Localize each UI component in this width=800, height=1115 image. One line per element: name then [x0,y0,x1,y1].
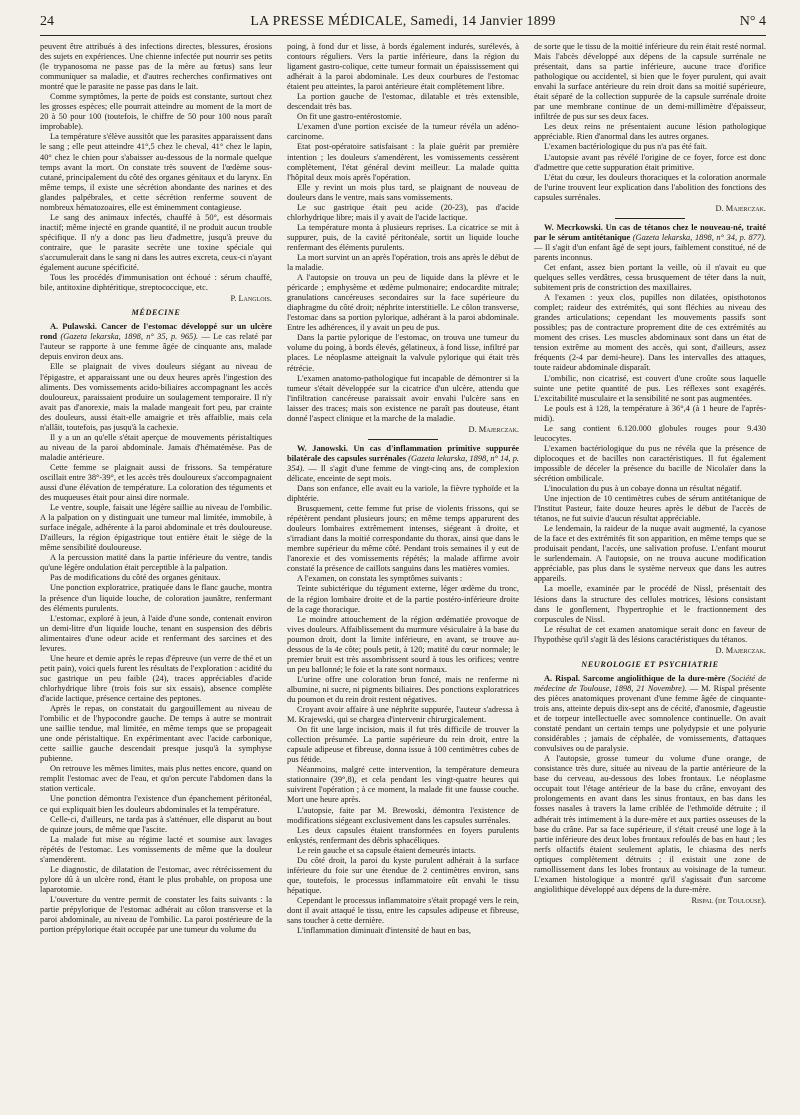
paragraph: Tous les procédés d'immunisation ont échoué : sérum chauffé, bile, antitoxine diphtéritique, streptococcique, etc. [40,273,272,293]
article-title: Un cas de tétanos chez le nouveau-né, traité par le sérum antitétanique [534,222,766,242]
section-heading: NEUROLOGIE ET PSYCHIATRIE [581,659,719,669]
article-intro: — Le cas relaté par l'auteur se rapporte à une femme âgée de cinquante ans, malade depuis environ deux ans. [40,332,272,362]
article-separator [615,218,685,219]
paragraph: La portion gauche de l'estomac, dilatable et très extensible, descendait très bas. [287,92,519,112]
paragraph: La malade fut mise au régime lacté et soumise aux lavages répétés de l'estomac. Les vomissements de même que la douleur s'amendèrent. [40,834,272,864]
paragraph: On retrouve les mêmes limites, mais plus nettes encore, quand on remplit l'estomac avec de l'eau, et qu'on percute l'abdomen dans la station verticale. [40,764,272,794]
paragraph: peuvent être attribués à des infections directes, blessures, érosions des sujets en expériences. Une chienne infectée put nourrir ses petits (le trypanosoma ne passe pas de la mère au fœtus) sans leur communiquer sa maladie, et d'autres recherches confirmatives ont montré que le parasite ne passe pas dans le lait. [40,42,272,92]
article-reference: (Société de médecine de Toulouse, 1898, 21 Novembre). [534,673,766,693]
paragraph: A l'autopsie, grosse tumeur du volume d'une orange, de consistance très dure, située au niveau de la partie antérieure de la base du cerveau, au-dessous des lobes frontaux. Le néoplasme occupait tout l'étage antérieur de la base du crâne, envoyant des prolongements en avant dans les sinus frontaux, en bas dans les fosses nasales à travers la lame criblée de l'ethmoïde détruite ; il adhérait très intimement à la dure-mère et aux parties osseuses de la base du crâne. Par sa face supérieure, il s'était creusé une loge à la partie inférieure des deux lobes frontaux refoulés de bas en haut ; les nerfs olfactifs étaient seulement aplatis, le chiasma des nerfs optiques complètement détruits ; il existait une zone de ramollissement dans les lobes frontaux au voisinage de la tumeur. L'examen histologique a montré qu'il s'agissait d'un sarcome angiolithique développé aux dépens de la dure-mère. [534,754,766,894]
article-reference: (Gazeta lekarska, 1898, n° 35, p. 965). [60,332,199,342]
paragraph: On fit une gastro-entérostomie. [297,112,402,122]
paragraph: Les deux capsules étaient transformées en foyers purulents enkystés, renfermant des débris sphacéliques. [287,825,519,845]
article-lead [534,223,766,263]
paragraph: Le sang des animaux infectés, chauffé à 50°, est désormais inactif; même injecté en grande quantité, il ne produit aucun trouble spécifique. Il n'y a donc pas lieu d'admettre, jusqu'à preuve du contraire, que le parasite secrète une toxine spéciale qui s'accumulerait dans le sang ni dans les autres excreta, ceux-ci n'ayant également aucune spécificité. [40,212,272,273]
header-rule [40,35,766,36]
paragraph: Elle se plaignait de vives douleurs siégant au niveau de l'épigastre, et apparaissant une ou deux heures après l'ingestion des aliments. Des vomissements acido-biliaires accompagnant les accès douloureux, paraissaient produire un soulagement temporaire. Il n'y avait pas d'anorexie, mais la malade mangeait fort peu, par crainte des douleurs, aussi était-elle amaigrie et très affaiblie, mais cela n'allâit, toutefois, pas jusqu'à la cachexie. [40,362,272,432]
article-title: Cancer de l'estomac développé sur un ulcère rond [40,322,272,342]
page-number: 24 [40,14,54,29]
signature: D. Majerczak. [715,203,766,213]
paragraph: L'état du cœur, les douleurs thoraciques et la coloration anormale de l'urine trouvent leur explication dans l'abolition des fonctions des capsules surrénales. [534,172,766,202]
signature: P. Langlois. [230,294,272,304]
column-3 [534,42,766,1104]
paragraph: Dans la partie pylorique de l'estomac, on trouva une tumeur du volume du poing, à bords élevés, gélatineux, à fond lisse, infiltré par places. Le néoplasme atteignait la valvule pylorique qui était très rétrécie. [287,333,519,373]
section-heading: MÉDECINE [131,308,181,318]
paragraph: A la percussion matité dans la partie inférieure du ventre, tandis qu'une légère ondulation était perceptible à la palpation. [40,553,272,573]
paragraph: Les deux reins ne présentaient aucune lésion pathologique appréciable. Rien d'anormal dans les autres organes. [534,122,766,142]
paragraph: A l'examen : yeux clos, pupilles non dilatées, opisthotonos complet; raideur des extrémités, qui sont fléchies au niveau des grandes articulations; cependant les mouvements passifs sont possibles; pas de contracture proprement dite de ces extrémités au moment des crises. Les muscles abdominaux sont dans un état de tension extrême au moment des accès, qui sont, d'ailleurs, assez fréquents (2-4 par demi-heure). Dans les intervalles des attaques, toute raideur abdominale disparaît. [534,293,766,373]
article-author: A. Pulawski. [50,322,97,332]
article-intro: — M. Rispal présente des pièces anatomiques provenant d'une femme âgée de cinquante-trois ans, atteinte depuis dix-sept ans de cécité, d'anosmie, d'ageustie et de torpeur intellectuelle avec somnolence continuelle. On avait constaté pendant un certain temps une polydypsie et une polyurie considérables ; jamais de céphalée, de vomissements, d'attaques convulsives ou de paralysie. [534,683,766,754]
paragraph: La mort survint un an après l'opération, trois ans après le début de la maladie. [287,252,519,273]
page-header [40,12,766,32]
paragraph: de sorte que le tissu de la moitié inférieure du rein était resté normal. Mais l'abcès développé aux dépens de la capsule surrénale ne présentait, dans sa partie inférieure, aucune trace d'orifice pathologique ou accidentel, si bien que le foyer purulent, qui avait envahi la surface antérieure du rein droit dans sa moitié supérieure, était séparé de la collection suppurée de la capsule surrénale droite par une membrane continue de un demi-millimètre d'épaisseur, infiltrée de pus sur ses deux faces. [534,42,766,122]
paragraph: La température monta à plusieurs reprises. La cicatrice se mit à suppurer, puis, de la cavité péritonéale, sortit un liquide louche renfermant des éléments purulents. [287,222,519,252]
paragraph: A l'autopsie on trouva un peu de liquide dans la plèvre et le péricarde ; emphysème et œdème pulmonaire; endocardite mitrale; granulations cancéreuses secondaires sur la face supérieure du diaphragme du côté droit; néphrite interstitielle. Le côlon transverse, l'estomac dans sa portion pylorique, adhérant à la paroi abdominale. Entre les adhérences, il y avait un peu de pus. [287,273,519,333]
paragraph: Le résultat de cet examen anatomique serait donc en faveur de l'hypothèse qu'il s'agit là des lésions caractéristiques du tétanos. [534,624,766,644]
paragraph: Le diagnostic, de dilatation de l'estomac, avec rétrécissement du pylore dû à un ulcère rond, étant le plus probable, on proposa une laparotomie. [40,864,272,894]
article-intro: — Il s'agit d'une femme de vingt-cinq ans, de complexion délicate, enceinte de sept mois. [287,463,519,483]
paragraph: Le sang contient 6.120.000 globules rouges pour 9.430 leucocytes. [534,423,766,443]
article-lead [534,674,766,754]
article-intro: — Il s'agit d'un enfant âgé de sept jours, faiblement constitué, né de parents inconnus. [534,242,766,262]
paragraph: Le ventre, souple, faisait une légère saillie au niveau de l'ombilic. A la palpation on y distinguait une tumeur mal limitée, immobile, à surface inégale, adhérente à la paroi abdominale et très douloureuse. D'ailleurs, la région épigastrique tout entière était le siège de la même sensibilité douloureuse. [40,503,272,553]
article-reference: (Gazeta lekarska, 1898, n° 34, p. 877). [632,232,766,242]
paragraph: Comme symptômes, la perte de poids est constante, surtout chez les grosses espèces; elle pourrait atteindre au moment de la mort de 20 à 50 pour 100 (toutefois, le chiffre de 50 pour 100 nous paraît improbable). [40,92,272,132]
paragraph: On fit une large incision, mais il fut très difficile de trouver la collection présumée. La partie supérieure du rein droit, entre la capsule adipeuse et fibreuse, donna issue à 100 centimètres cubes de pus fétide. [287,725,519,765]
paragraph: Etat post-opératoire satisfaisant : la plaie guérit par première intention ; les douleurs s'amendèrent, les vomissements cessèrent complètement, l'état général devint meilleur. La malade quitta l'hôpital deux mois après l'opération. [287,142,519,182]
paragraph: L'inoculation du pus à un cobaye donna un résultat négatif. [544,484,742,494]
journal-title: LA PRESSE MÉDICALE, Samedi, 14 Janvier 1899 [250,14,556,29]
paragraph: Cette femme se plaignait aussi de frissons. Sa température oscillait entre 38°-39°, et les accès très douloureux s'accompagnaient aussi d'une élévation de température. La coloration des téguments et des muqueuses était pour ainsi dire normale. [40,462,272,503]
article-title: Un cas d'inflammation primitive suppurée bilatérale des capsules surrénales [287,443,519,463]
paragraph: L'ombilic, non cicatrisé, est couvert d'une croûte sous laquelle suinte une petite quantité de pus. Les réflexes sont exagérés. L'excitabilité musculaire et la sensibilité ne sont pas augmentées. [534,373,766,403]
issue-number: N° 4 [739,14,766,29]
paragraph: Une ponction exploratrice, pratiquée dans le flanc gauche, montra la présence d'un liquide louche, de coloration jaunâtre, renfermant des éléments purulents. [40,583,272,613]
paragraph: Cependant le processus inflammatoire s'était propagé vers le rein, dont il avait attaqué le tissu, entre les capsules adipeuse et fibreuse, sans toucher à cette dernière. [287,895,519,926]
paragraph: Le suc gastrique était peu acide (20-23), pas d'acide chlorhydrique libre; mais il y avait de l'acide lactique. [287,202,519,222]
paragraph: poing, à fond dur et lisse, à bords également indurés, surélevés, à contours réguliers. Vers la partie inférieure, dans la région du ligament gastro-colique, cette tumeur formait un épaississement qui adhérait à la paroi abdominale. Les deux courbures de l'estomac étaient peu atteintes, la paroi antérieure était complètement libre. [287,42,519,92]
paragraph: L'examen d'une portion excisée de la tumeur révéla un adéno-carcinome. [287,122,519,142]
paragraph: L'examen bactériologique du pus ne révéla que la présence de diplocoques et de bacilles non caractéristiques. Il fut également impossible de déceler la présence du bacille de Nicolaïer dans la sécrétion ombilicale. [534,443,766,483]
signature: D. Majerczak. [715,645,766,655]
paragraph: Le pouls est à 128, la température à 36°,4 (à 1 heure de l'après-midi). [534,403,766,423]
article-title: Sarcome angiolithique de la dure-mère [583,673,726,683]
paragraph: L'ouverture du ventre permit de constater les faits suivants : la partie prépylorique de l'estomac adhérait au côlon transverse et la paroi abdominale, au niveau de l'ombilic. La paroi postérieure de la portion prépylorique était occupée par une tumeur du volume du [40,894,272,935]
article-separator [368,439,438,440]
paragraph: Le moindre attouchement de la région œdématiée provoque de vives douleurs. Affaiblissement du murmure vésiculaire à la base du poumon droit, dont la limite inférieure, en avant, se trouve au-dessous de la 4e côte; pouls petit, à 120; matité du cœur normale; le premier bruit est très assombrissent sourd à tous les orifices; ventre un peu ballonné; le foie et la rate sont normaux. [287,614,519,674]
paragraph: L'examen anatomo-pathologique fut incapable de démontrer si la tumeur s'était développée sur la cicatrice d'un ulcère, attendu que l'infiltration cancéreuse paraissait avoir envahi l'ulcère sans en laisser des traces; mais son existence ne paraît pas douteuse, étant donné l'aspect clinique et la marche de la maladie. [287,373,519,423]
article-author: W. Mecrkowski. [544,222,603,232]
paragraph: A l'examen, on constata les symptômes suivants : [297,574,463,584]
paragraph: Après le repas, on constatait du gargouillement au niveau de l'ombilic et de l'hypocondre gauche. De temps à autre se montrait une saillie tendue, mal limitée, en même temps que se propageait une onde péristaltique. En expérimentant avec l'acide carbonique, cette saillie gauche descendait presque jusqu'à la symphyse pubienne. [40,704,272,764]
paragraph: Dans son enfance, elle avait eu la variole, la fièvre typhoïde et la diphtérie. [287,484,519,504]
paragraph: Croyant avoir affaire à une néphrite suppurée, l'auteur s'adressa à M. Krajewski, qui se chargea d'intervenir chirurgicalement. [287,705,519,725]
paragraph: Une heure et demie après le repas d'épreuve (un verre de thé et un petit pain), voici quels furent les résultats de l'exploration : acidité du suc gastrique un peu faible (24), traces appréciables d'acide chlorhydrique libre (trois fois sur six essais), absence complète d'acide lactique, présence certaine des peptones. [40,653,272,703]
paragraph: Brusquement, cette femme fut prise de violents frissons, qui se répétèrent pendant plusieurs jours; en même temps apparurent des douleurs lombaires extrêmement intenses, siégeant à droite, et s'irradiant dans la moitié correspondante du thorax, ainsi que dans le membre supérieur du même côté. Pendant trois semaines il y eut de l'anorexie et des vomissements répétés; la malade affirme avoir constaté la présence de caillots sanguins dans les matières vomies. [287,504,519,574]
article-lead [287,444,519,484]
paragraph: L'urine offre une coloration brun foncé, mais ne renferme ni albumine, ni sucre, ni pigments biliaires. Des ponctions exploratrices du poumon et du rein droit restent négatives. [287,674,519,704]
paragraph: Néanmoins, malgré cette intervention, la température demeura stationnaire (39°,8), et cela pendant les vingt-quatre heures qui suivirent l'opération ; à ce moment, la malade fit une fausse couche. Mort une heure après. [287,765,519,805]
paragraph: Pas de modifications du côté des organes génitaux. [50,573,221,583]
paragraph: Elle y revint un mois plus tard, se plaignant de nouveau de douleurs dans le ventre, mais sans vomissements. [287,182,519,202]
article-lead [40,322,272,362]
signature: Rispal (de Toulouse). [691,895,766,905]
paragraph: Une ponction démontra l'existence d'un épanchement péritonéal, ce qui expliquait bien les douleurs abdominales et la température. [40,794,272,814]
paragraph: Une injection de 10 centimètres cubes de sérum antitétanique de l'Institut Pasteur, faite douze heures après le début de l'accès de tétanos, ne fut suivie d'aucun résultat appréciable. [534,494,766,524]
paragraph: L'autopsie, faite par M. Brewoski, démontra l'existence de modifications siégeant exclusivement dans les capsules surrénales. [287,805,519,825]
paragraph: Celle-ci, d'ailleurs, ne tarda pas à s'atténuer, elle disparut au bout de quinze jours, de même que l'ascite. [40,814,272,834]
paragraph: Teinte subictérique du tégument externe, léger œdème du tronc, de la région lombaire droite et de la partie postéro-inférieure droite de la cage thoracique. [287,584,519,614]
paragraph: L'inflammation diminuait d'intensité de haut en bas, [297,926,471,936]
paragraph: L'estomac, exploré à jeun, à l'aide d'une sonde, contenait environ un demi-litre d'un liquide louche, tenant en suspension des débris alimentaires d'une odeur acide et renfermant des sarcines et des levures. [40,613,272,653]
paragraph: Le lendemain, la raideur de la nuque avait augmenté, la cyanose de la face et des extrémités fit son apparition, en même temps que se produisait pendant, l'accès, une salivation profuse. L'enfant mourut le surlendemain. A l'autopsie, on ne trouva aucune modification appréciable, pas plus dans le système nerveux que dans les autres appareils. [534,524,766,584]
paragraph: Il y a un an qu'elle s'était aperçue de mouvements péristaltiques au niveau de la paroi abdominale. Jamais d'hématémèse. Pas de maladie antérieure. [40,432,272,462]
paragraph: Cet enfant, assez bien portant la veille, où il n'avait eu que quelques selles verdâtres, cessa brusquement de téter dans la nuit, subitement pris de constriction des maxillaires. [534,262,766,293]
signature: D. Majerczak. [468,424,519,434]
article-reference: (Gazeta lekarska, 1898, n° 14, p. 354). [287,453,519,473]
article-author: A. Rispal. [544,673,581,683]
paragraph: Du côté droit, la paroi du kyste purulent adhérait à la surface inférieure du foie sur une étendue de 2 centimètres environ, sans que, toutefois, le processus inflammatoire eût envahi le tissu hépatique. [287,855,519,895]
column-2 [287,42,519,1104]
paragraph: La moelle, examinée par le procédé de Nissl, présentait des lésions dans la structure des cellules motrices, lésions consistant dans le gonflement, l'hypertrophie et le fractionnement des corpuscules de Nissl. [534,584,766,624]
paragraph: L'autopsie avant pas révélé l'origine de ce foyer, force est donc d'admettre que cette suppuration était primitive. [534,152,766,172]
paragraph: L'examen bactériologique du pus n'a pas été fait. [544,142,708,152]
column-1 [40,42,272,1104]
article-author: W. Janowski. [297,443,348,453]
paragraph: La température s'élève aussitôt que les parasites apparaissent dans le sang ; elle peut atteindre 41°,5 chez le cheval, 41° chez le lapin, 40° chez le chien pour s'abaisser au-dessous de la normale quelque temps avant la mort. On constate très souvent de l'œdème sous-cutané, principalement du côté des organes génitaux et du larynx. En même temps, il existe une sécrétion abondante des narines et des glandes palpébrales, et cette sécrétion renferme souvent de nombreux hématozoaires, elle est éminemment contagieuse. [40,132,272,212]
paragraph: Le rein gauche et sa capsule étaient demeurés intacts. [297,845,476,855]
